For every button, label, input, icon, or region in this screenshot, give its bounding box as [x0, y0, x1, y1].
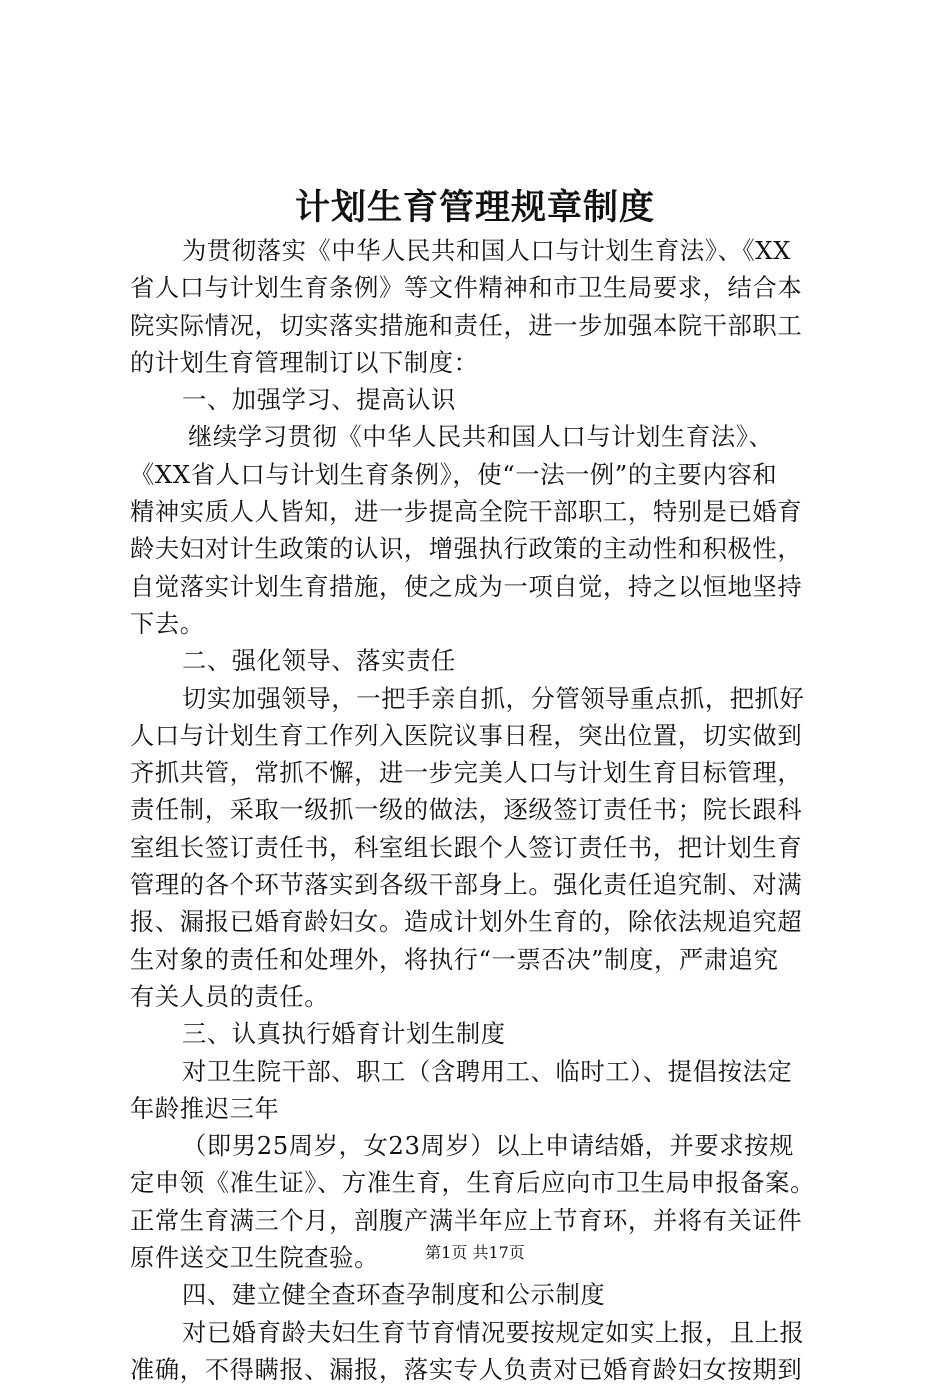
section-heading: 三、认真执行婚育计划生制度	[182, 1019, 506, 1049]
body-line: 自觉落实计划生育措施，使之成为一项自觉，持之以恒地坚持	[130, 571, 803, 601]
body-line: 人口与计划生育工作列入医院议事日程，突出位置，切实做到	[130, 720, 803, 750]
body-line: 精神实质人人皆知，进一步提高全院干部职工，特别是已婚育	[130, 497, 803, 527]
body-line: 对卫生院干部、职工（含聘用工、临时工）、提倡按法定	[182, 1056, 793, 1086]
section-heading: 四、建立健全查环查孕制度和公示制度	[182, 1280, 606, 1310]
document-title: 计划生育管理规章制度	[294, 188, 655, 228]
body-line: 正常生育满三个月，剖腹产满半年应上节育环，并将有关证件	[130, 1205, 803, 1235]
body-line: 定申领《准生证》、方准生育，生育后应向市卫生局申报备案。	[130, 1168, 815, 1198]
body-line: 年龄推迟三年	[130, 1093, 280, 1123]
body-line: 报、漏报已婚育龄妇女。造成计划外生育的，除依法规追究超	[130, 907, 803, 937]
body-line: 下去。	[130, 608, 205, 638]
body-line: 省人口与计划生育条例》等文件精神和市卫生局要求，结合本	[130, 273, 803, 303]
body-line: 对已婚育龄夫妇生育节育情况要按规定如实上报，且上报	[182, 1317, 805, 1347]
body-line: 的计划生育管理制订以下制度：	[130, 347, 479, 377]
body-line: 管理的各个环节落实到各级干部身上。强化责任追究制、对满	[130, 870, 803, 900]
body-line: （即男25周岁，女23周岁）以上申请结婚，并要求按规	[182, 1131, 794, 1161]
body-line: 室组长签订责任书，科室组长跟个人签订责任书，把计划生育	[130, 832, 803, 862]
body-line: 《XX省人口与计划生育条例》，使“一法一例”的主要内容和	[130, 459, 778, 489]
section-heading: 一、加强学习、提高认识	[182, 385, 456, 415]
body-line: 生对象的责任和处理外，将执行“一票否决”制度，严肃追究	[130, 944, 779, 974]
body-line: 继续学习贯彻《中华人民共和国人口与计划生育法》、	[188, 422, 774, 452]
page-footer: 第1页 共17页	[425, 1243, 525, 1262]
body-line: 为贯彻落实《中华人民共和国人口与计划生育法》、《XX	[182, 236, 792, 265]
body-line: 责任制，采取一级抓一级的做法，逐级签订责任书；院长跟科	[130, 795, 803, 825]
section-heading: 二、强化领导、落实责任	[182, 646, 456, 676]
body-line: 原件送交卫生院查验。	[130, 1243, 379, 1273]
body-line: 龄夫妇对计生政策的认识，增强执行政策的主动性和积极性，	[130, 534, 803, 564]
body-line: 院实际情况，切实落实措施和责任，进一步加强本院干部职工	[130, 310, 803, 340]
body-line: 准确，不得瞒报、漏报，落实专人负责对已婚育龄妇女按期到	[130, 1354, 803, 1384]
body-line: 切实加强领导，一把手亲自抓，分管领导重点抓，把抓好	[182, 683, 805, 713]
body-line: 有关人员的责任。	[130, 981, 330, 1011]
document-body	[130, 232, 840, 1388]
body-line: 齐抓共管，常抓不懈，进一步完美人口与计划生育目标管理，	[130, 758, 803, 788]
